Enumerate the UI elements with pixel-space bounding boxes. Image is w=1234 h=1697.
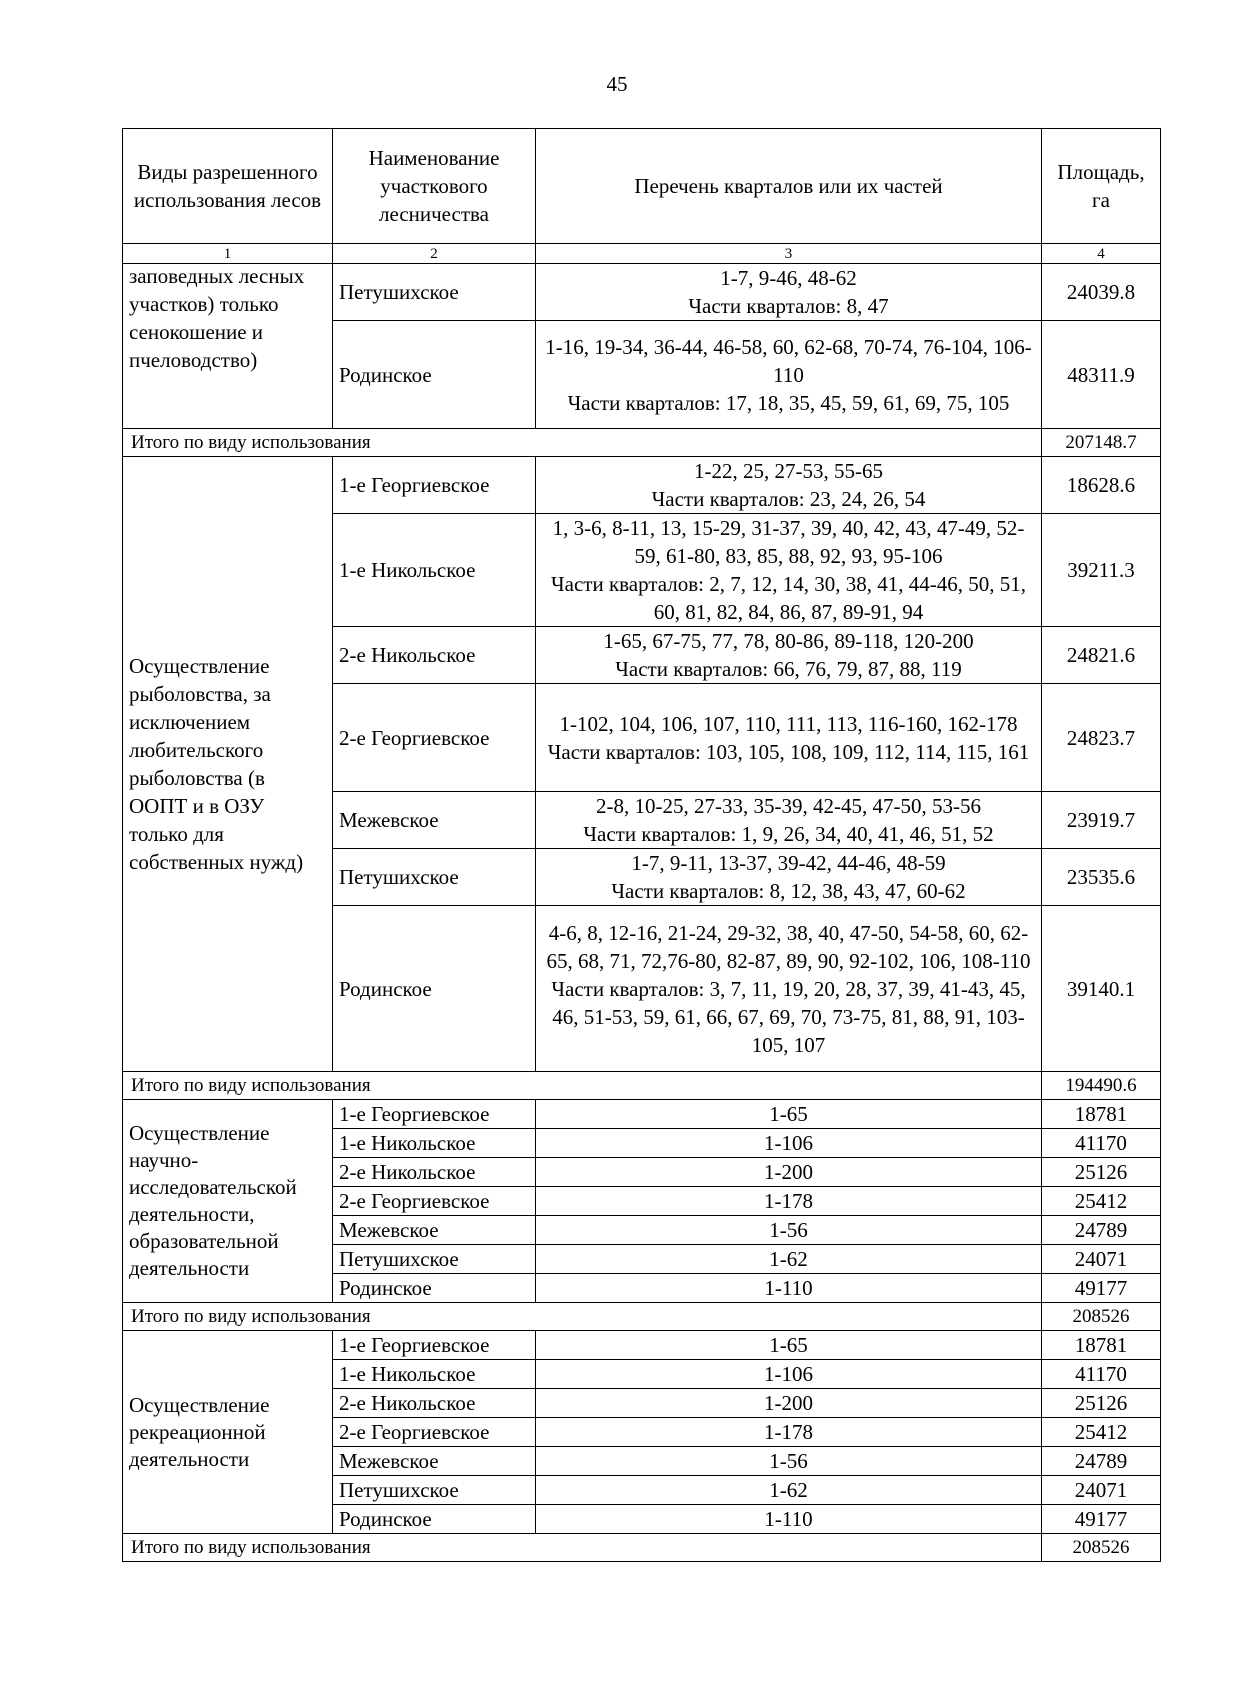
quarters-list: 1-65 <box>536 1331 1042 1360</box>
table-row <box>123 264 1161 321</box>
use-type-cell <box>123 1331 333 1534</box>
quarters-list: 1-56 <box>536 1216 1042 1245</box>
quarter-parts: Части кварталов: 3, 7, 11, 19, 20, 28, 37, 39, 41-43, 45, 46, 51-53, 59, 61, 66, 67, 69, 70, 73-75, 81, 88, 91, 103-105, 107 <box>551 976 1026 1057</box>
quarters-list: 2-8, 10-25, 27-33, 35-39, 42-45, 47-50, 53-56 <box>596 794 981 818</box>
quarters-list: 1-106 <box>536 1360 1042 1389</box>
total-row <box>123 1303 1161 1331</box>
quarter-parts: Части кварталов: 8, 12, 38, 43, 47, 60-62 <box>611 879 966 903</box>
area-value: 25126 <box>1042 1389 1161 1418</box>
quarters-cell <box>536 849 1042 906</box>
forestry-name: Межевское <box>333 1447 536 1476</box>
forestry-name: 1-е Георгиевское <box>333 457 536 514</box>
forestry-name: 1-е Георгиевское <box>333 1100 536 1129</box>
quarters-list: 1-102, 104, 106, 107, 110, 111, 113, 116-160, 162-178 <box>559 711 1018 736</box>
forestry-name: Родинское <box>333 1274 536 1303</box>
quarters-list: 1-178 <box>536 1418 1042 1447</box>
quarters-list: 1-62 <box>536 1245 1042 1274</box>
quarters-list: 4-6, 8, 12-16, 21-24, 29-32, 38, 40, 47-50, 54-58, 60, 62-65, 68, 71, 72,76-80, 82-87, 89, 90, 92-102, 106, 108-110 <box>546 920 1031 973</box>
quarters-list: 1-22, 25, 27-53, 55-65 <box>694 459 883 483</box>
quarters-list: 1-200 <box>536 1389 1042 1418</box>
forestry-name: Петушихское <box>333 1476 536 1505</box>
forestry-name: 2-е Георгиевское <box>333 684 536 792</box>
quarters-list: 1-16, 19-34, 36-44, 46-58, 60, 62-68, 70-74, 76-104, 106-110 <box>545 334 1032 387</box>
header-area: Площадь, га <box>1042 129 1161 244</box>
table-row <box>123 1100 1161 1129</box>
area-value: 24789 <box>1042 1447 1161 1476</box>
quarter-parts: Части кварталов: 8, 47 <box>688 294 889 318</box>
quarters-cell <box>536 321 1042 429</box>
area-value: 18781 <box>1042 1100 1161 1129</box>
area-value: 24071 <box>1042 1476 1161 1505</box>
quarters-cell <box>536 792 1042 849</box>
column-number: 2 <box>333 244 536 264</box>
column-number: 1 <box>123 244 333 264</box>
use-type-text: Осуществление рекреационной деятельности <box>129 1392 270 1471</box>
forestry-name: Петушихское <box>333 1245 536 1274</box>
forestry-name: Родинское <box>333 1505 536 1534</box>
total-row <box>123 1534 1161 1562</box>
use-type-text: Осуществление рыболовства, за исключением любительского рыболовства (в ООПТ и в ОЗУ только для собственных нужд) <box>129 654 304 874</box>
quarters-cell <box>536 627 1042 684</box>
total-value: 194490.6 <box>1042 1072 1161 1100</box>
table-row <box>123 1331 1161 1360</box>
quarters-cell <box>536 684 1042 792</box>
quarter-parts: Части кварталов: 23, 24, 26, 54 <box>651 487 926 511</box>
quarters-list: 1-178 <box>536 1187 1042 1216</box>
total-value: 208526 <box>1042 1303 1161 1331</box>
forestry-name: Родинское <box>333 906 536 1072</box>
quarters-list: 1-7, 9-11, 13-37, 39-42, 44-46, 48-59 <box>631 851 946 875</box>
header-forestry-name: Наименование участкового лесничества <box>333 129 536 244</box>
quarter-parts: Части кварталов: 17, 18, 35, 45, 59, 61, 69, 75, 105 <box>567 390 1010 415</box>
area-value: 41170 <box>1042 1129 1161 1158</box>
area-value: 49177 <box>1042 1274 1161 1303</box>
total-label: Итого по виду использования <box>123 1534 1042 1562</box>
forestry-name: 2-е Георгиевское <box>333 1418 536 1447</box>
area-value: 41170 <box>1042 1360 1161 1389</box>
forestry-name: 2-е Никольское <box>333 627 536 684</box>
forestry-name: 2-е Георгиевское <box>333 1187 536 1216</box>
table-header-row <box>123 129 1161 244</box>
page-number: 45 <box>606 72 628 96</box>
area-value: 39140.1 <box>1042 906 1161 1072</box>
quarters-cell <box>536 457 1042 514</box>
forest-use-table <box>122 128 1160 1562</box>
area-value: 18628.6 <box>1042 457 1161 514</box>
use-type-cell <box>123 457 333 1072</box>
total-row <box>123 429 1161 457</box>
quarters-list: 1-56 <box>536 1447 1042 1476</box>
quarters-list: 1-110 <box>536 1505 1042 1534</box>
quarters-cell <box>536 264 1042 321</box>
area-value: 23535.6 <box>1042 849 1161 906</box>
use-type-text: Осуществление научно-исследовательской деятельности, образовательной деятельности <box>129 1121 297 1280</box>
table-row <box>123 457 1161 514</box>
quarters-list: 1-200 <box>536 1158 1042 1187</box>
total-label: Итого по виду использования <box>123 429 1042 457</box>
total-value: 208526 <box>1042 1534 1161 1562</box>
forestry-name: 2-е Никольское <box>333 1389 536 1418</box>
quarters-list: 1-65 <box>536 1100 1042 1129</box>
quarters-list: 1-65, 67-75, 77, 78, 80-86, 89-118, 120-200 <box>603 629 974 653</box>
area-value: 49177 <box>1042 1505 1161 1534</box>
column-number-row <box>123 244 1161 264</box>
quarter-parts: Части кварталов: 66, 76, 79, 87, 88, 119 <box>615 657 962 681</box>
header-quarters-list: Перечень кварталов или их частей <box>536 129 1042 244</box>
quarters-list: 1-106 <box>536 1129 1042 1158</box>
quarter-parts: Части кварталов: 2, 7, 12, 14, 30, 38, 41, 44-46, 50, 51, 60, 81, 82, 84, 86, 87, 89-91, 94 <box>550 572 1026 624</box>
quarters-list: 1-62 <box>536 1476 1042 1505</box>
forestry-name: 1-е Никольское <box>333 1129 536 1158</box>
area-value: 48311.9 <box>1042 321 1161 429</box>
forestry-name: Петушихское <box>333 264 536 321</box>
quarter-parts: Части кварталов: 1, 9, 26, 34, 40, 41, 46, 51, 52 <box>583 822 994 846</box>
forestry-name: Межевское <box>333 1216 536 1245</box>
area-value: 39211.3 <box>1042 514 1161 627</box>
forestry-name: Родинское <box>333 321 536 429</box>
area-value: 25412 <box>1042 1187 1161 1216</box>
forestry-name: 1-е Георгиевское <box>333 1331 536 1360</box>
area-value: 24071 <box>1042 1245 1161 1274</box>
area-value: 18781 <box>1042 1331 1161 1360</box>
use-type-text: заповедных лесных участков) только сенокошение и пчеловодство) <box>129 264 305 372</box>
area-value: 24823.7 <box>1042 684 1161 792</box>
area-value: 25412 <box>1042 1418 1161 1447</box>
forestry-name: 1-е Никольское <box>333 514 536 627</box>
quarters-cell <box>536 906 1042 1072</box>
quarters-list: 1, 3-6, 8-11, 13, 15-29, 31-37, 39, 40, 42, 43, 47-49, 52-59, 61-80, 83, 85, 88, 92, 93, 95-106 <box>552 516 1025 568</box>
total-value: 207148.7 <box>1042 429 1161 457</box>
area-value: 24821.6 <box>1042 627 1161 684</box>
area-value: 23919.7 <box>1042 792 1161 849</box>
area-value: 24039.8 <box>1042 264 1161 321</box>
total-row <box>123 1072 1161 1100</box>
forestry-name: Петушихское <box>333 849 536 906</box>
area-value: 25126 <box>1042 1158 1161 1187</box>
forestry-name: 2-е Никольское <box>333 1158 536 1187</box>
use-type-cell <box>123 264 333 429</box>
quarter-parts: Части кварталов: 103, 105, 108, 109, 112, 114, 115, 161 <box>547 739 1030 764</box>
use-type-cell <box>123 1100 333 1303</box>
quarters-cell <box>536 514 1042 627</box>
total-label: Итого по виду использования <box>123 1072 1042 1100</box>
forestry-name: Межевское <box>333 792 536 849</box>
total-label: Итого по виду использования <box>123 1303 1042 1331</box>
column-number: 3 <box>536 244 1042 264</box>
area-value: 24789 <box>1042 1216 1161 1245</box>
quarters-list: 1-110 <box>536 1274 1042 1303</box>
column-number: 4 <box>1042 244 1161 264</box>
forestry-name: 1-е Никольское <box>333 1360 536 1389</box>
header-use-type: Виды разрешенного использования лесов <box>123 129 333 244</box>
quarters-list: 1-7, 9-46, 48-62 <box>720 266 857 290</box>
